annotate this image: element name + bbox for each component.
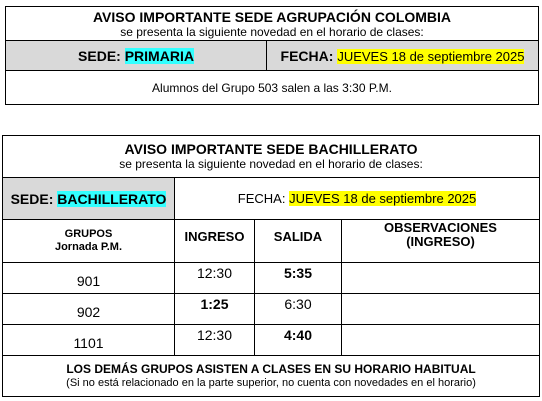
observaciones-cell	[342, 294, 540, 325]
grupos-header-line2: Jornada P.M.	[54, 241, 123, 253]
grupo-cell: 902	[3, 294, 175, 325]
sede-label: SEDE:	[10, 190, 58, 207]
notice-subtitle: se presenta la siguiente novedad en el horario de clases:	[120, 24, 424, 39]
footer-bold-text: LOS DEMÁS GRUPOS ASISTEN A CLASES EN SU HORARIO HABITUAL	[66, 362, 476, 376]
notice-subtitle: se presenta la siguiente novedad en el horario de clases:	[119, 157, 423, 171]
sede-cell	[6, 41, 267, 71]
observaciones-header-line2: (INGRESO)	[406, 234, 475, 249]
notice-bachillerato-table	[2, 135, 540, 397]
observaciones-cell	[342, 325, 540, 356]
notice-header-cell	[3, 136, 540, 178]
fecha-label: FECHA:	[237, 191, 290, 206]
notice-primaria-table	[5, 6, 539, 105]
notice-header-cell	[6, 7, 539, 41]
grupos-header-line1: GRUPOS	[64, 228, 113, 240]
notice-footer	[3, 356, 540, 397]
ingreso-cell: 12:30	[175, 325, 255, 356]
grupos-header	[3, 220, 175, 263]
table-row	[3, 294, 540, 325]
ingreso-cell: 1:25	[175, 294, 255, 325]
fecha-value: JUEVES 18 de septiembre 2025	[289, 191, 477, 206]
fecha-label: FECHA:	[280, 47, 338, 64]
footer-note-text: (Si no está relacionado en la parte superior, no cuenta con novedades en el horario)	[66, 377, 476, 389]
salida-cell: 5:35	[255, 263, 342, 294]
sede-value: PRIMARIA	[124, 47, 194, 64]
sede-value: BACHILLERATO	[57, 190, 167, 207]
fecha-value: JUEVES 18 de septiembre 2025	[337, 48, 525, 64]
salida-cell: 6:30	[255, 294, 342, 325]
observaciones-header	[342, 220, 540, 263]
grupo-cell: 901	[3, 263, 175, 294]
notice-message: Alumnos del Grupo 503 salen a las 3:30 P.M.	[6, 71, 539, 105]
ingreso-cell: 12:30	[175, 263, 255, 294]
table-row	[3, 263, 540, 294]
ingreso-header: INGRESO	[175, 220, 255, 263]
observaciones-header-line1: OBSERVACIONES	[384, 220, 497, 235]
notice-title: AVISO IMPORTANTE SEDE AGRUPACIÓN COLOMBIA	[92, 8, 452, 25]
fecha-cell	[175, 178, 540, 220]
fecha-cell	[267, 41, 539, 71]
sede-cell	[3, 178, 175, 220]
salida-cell: 4:40	[255, 325, 342, 356]
salida-header: SALIDA	[255, 220, 342, 263]
observaciones-cell	[342, 263, 540, 294]
sede-label: SEDE:	[78, 47, 125, 64]
notice-title: AVISO IMPORTANTE SEDE BACHILLERATO	[124, 141, 418, 157]
grupo-cell: 1101	[3, 325, 175, 356]
table-row	[3, 325, 540, 356]
